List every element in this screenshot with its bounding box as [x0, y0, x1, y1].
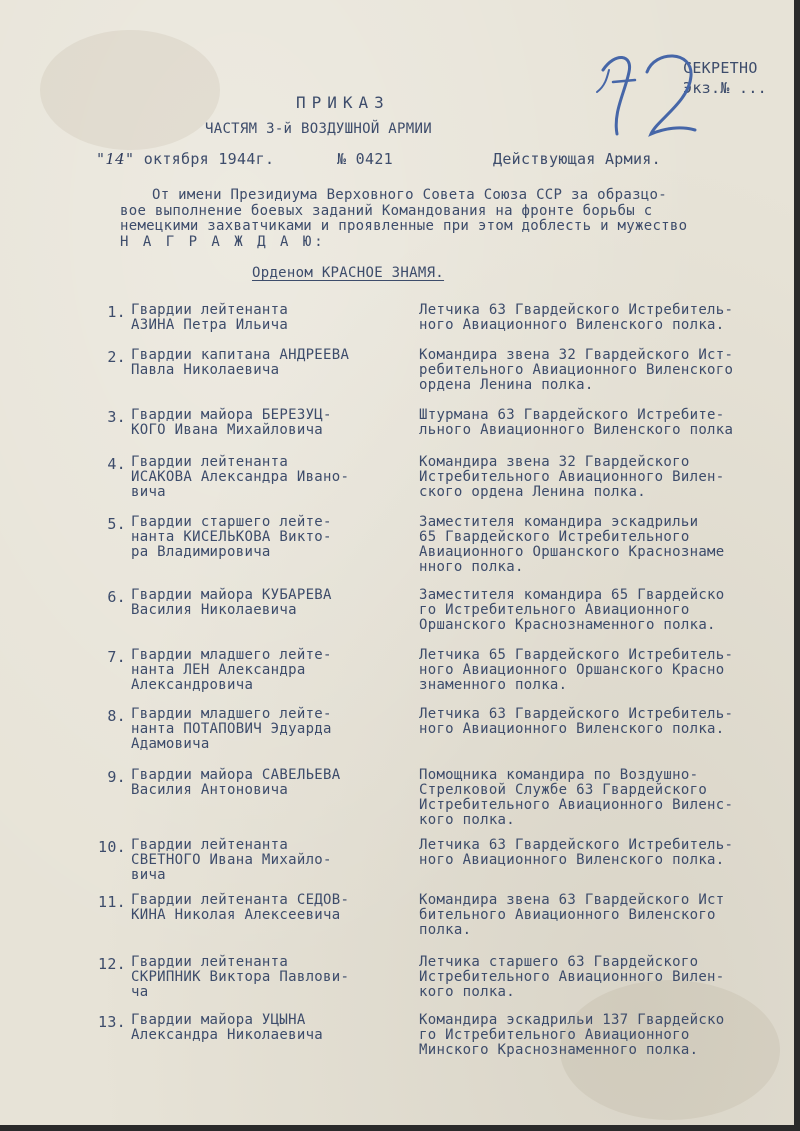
recipient-name-line: Александра Николаевича: [131, 1027, 324, 1043]
recipient-position: [419, 515, 725, 575]
order-number: № 0421: [337, 150, 394, 168]
recipient-name-line: Гвардии лейтенанта: [131, 302, 289, 318]
recipient-position-line: кого полка.: [419, 812, 516, 828]
recipient-position-line: ного Авиационного Виленского полка.: [419, 317, 725, 333]
recipient-name-line: вича: [131, 484, 166, 500]
recipient-name: [131, 348, 349, 378]
order-date: " октября 1944г.: [125, 150, 275, 168]
recipient-name: [131, 955, 349, 1000]
recipient-position-line: Оршанского Краснознаменного полка.: [419, 617, 716, 633]
recipient-position-line: Летчика 63 Гвардейского Истребитель-: [419, 302, 734, 318]
recipient-position: [419, 838, 733, 868]
recipient-position-line: Помощника командира по Воздушно-: [419, 767, 699, 783]
recipient-name: [131, 455, 349, 500]
recipient-name-line: ча: [131, 984, 149, 1000]
recipient-position-line: го Истребительного Авиационного: [419, 1027, 690, 1043]
recipient-name: [131, 303, 288, 333]
recipient-position-line: Командира звена 32 Гвардейского Ист-: [419, 347, 734, 363]
secrecy-label: СЕКРЕТНО: [683, 59, 758, 77]
copy-number: Экз.№ ...: [683, 79, 767, 97]
entry-number: 13.: [98, 1013, 126, 1031]
recipient-name-line: Василия Николаевича: [131, 602, 297, 618]
recipient-name: [131, 515, 332, 560]
entry-number: 10.: [98, 838, 126, 856]
recipient-position: [419, 303, 733, 333]
recipient-position: [419, 348, 733, 393]
recipient-name-line: Гвардии младшего лейте-: [131, 647, 332, 663]
order-date-line: "14" октября 1944г. № 0421: [96, 150, 394, 168]
recipient-name: [131, 588, 332, 618]
recipient-name: [131, 707, 332, 752]
recipient-name-line: КИНА Николая Алексеевича: [131, 907, 341, 923]
recipient-position-line: Истребительного Авиационного Вилен-: [419, 469, 725, 485]
entry-number: 9.: [107, 768, 126, 786]
entry-number: 6.: [107, 588, 126, 606]
recipient-name-line: ра Владимировича: [131, 544, 271, 560]
location-label: Действующая Армия.: [493, 150, 661, 168]
recipient-name-line: Александровича: [131, 677, 254, 693]
entry-number: 4.: [107, 455, 126, 473]
preamble-line: вое выполнение боевых заданий Командования на фронте борьбы с: [120, 202, 653, 219]
recipient-position-line: Летчика 63 Гвардейского Истребитель-: [419, 706, 734, 722]
recipient-name: [131, 1013, 323, 1043]
recipient-name-line: вича: [131, 867, 166, 883]
recipient-name-line: Гвардии капитана АНДРЕЕВА: [131, 347, 350, 363]
recipient-position: [419, 893, 725, 938]
recipient-position-line: льного Авиационного Виленского полка: [419, 422, 734, 438]
recipient-name-line: нанта КИСЕЛЬКОВА Викто-: [131, 529, 332, 545]
recipient-position-line: кого полка.: [419, 984, 516, 1000]
recipient-position: [419, 707, 733, 737]
recipient-name: [131, 648, 332, 693]
recipient-position-line: Истребительного Авиационного Вилен-: [419, 969, 725, 985]
entry-number: 2.: [107, 348, 126, 366]
recipient-position-line: Минского Краснознаменного полка.: [419, 1042, 699, 1058]
preamble-line: От имени Президиума Верховного Совета Союза ССР за образцо-: [152, 187, 667, 203]
recipient-position-line: 65 Гвардейского Истребительного: [419, 529, 690, 545]
recipient-position-line: Стрелковой Службе 63 Гвардейского: [419, 782, 708, 798]
recipient-name-line: ИСАКОВА Александра Ивано-: [131, 469, 350, 485]
recipient-name-line: КОГО Ивана Михайловича: [131, 422, 324, 438]
document-title: ПРИКАЗ: [296, 93, 390, 112]
recipient-name-line: нанта ПОТАПОВИЧ Эдуарда: [131, 721, 332, 737]
recipient-name-line: Гвардии майора БЕРЕЗУЦ-: [131, 407, 332, 423]
recipient-position-line: знаменного полка.: [419, 677, 568, 693]
recipient-position-line: нного полка.: [419, 559, 524, 575]
recipient-position-line: ребительного Авиационного Виленского: [419, 362, 734, 378]
recipient-name-line: Гвардии лейтенанта: [131, 954, 289, 970]
document-subtitle: ЧАСТЯМ 3-й ВОЗДУШНОЙ АРМИИ: [205, 121, 432, 137]
handwritten-number: [595, 42, 705, 142]
recipient-name: [131, 408, 332, 438]
recipient-position: [419, 588, 725, 633]
recipient-name-line: Павла Николаевича: [131, 362, 280, 378]
recipient-position-line: Истребительного Авиационного Виленс-: [419, 797, 734, 813]
preamble-line: немецкими захватчиками и проявленные при этом доблесть и мужество: [120, 218, 688, 234]
recipient-name-line: Гвардии младшего лейте-: [131, 706, 332, 722]
recipient-position-line: бительного Авиационного Виленского: [419, 907, 716, 923]
page-edge: [794, 0, 800, 1131]
recipient-position-line: ного Авиационного Виленского полка.: [419, 852, 725, 868]
paper-stain: [40, 30, 220, 150]
recipient-position-line: Летчика 65 Гвардейского Истребитель-: [419, 647, 734, 663]
recipient-position-line: Летчика 63 Гвардейского Истребитель-: [419, 837, 734, 853]
recipient-name: [131, 838, 332, 883]
entry-number: 12.: [98, 955, 126, 973]
recipient-position-line: Командира эскадрильи 137 Гвардейско: [419, 1012, 725, 1028]
recipient-name-line: нанта ЛЕН Александра: [131, 662, 306, 678]
recipient-name-line: Адамовича: [131, 736, 210, 752]
recipient-name-line: Гвардии майора УЦЫНА: [131, 1012, 306, 1028]
recipient-position-line: ного Авиационного Оршанского Красно: [419, 662, 725, 678]
recipient-name-line: Гвардии лейтенанта: [131, 837, 289, 853]
awards-declaration: Н А Г Р А Ж Д А Ю:: [120, 233, 326, 250]
entry-number: 11.: [98, 893, 126, 911]
recipient-name-line: Гвардии старшего лейте-: [131, 514, 332, 530]
recipient-position-line: ного Авиационного Виленского полка.: [419, 721, 725, 737]
recipient-position: [419, 768, 733, 828]
recipient-position-line: Заместителя командира эскадрильи: [419, 514, 699, 530]
recipient-position: [419, 648, 733, 693]
recipient-position: [419, 955, 725, 1000]
entry-number: 1.: [107, 303, 126, 321]
award-name: Орденом КРАСНОЕ ЗНАМЯ.: [252, 265, 445, 281]
entry-number: 8.: [107, 707, 126, 725]
entry-number: 5.: [107, 515, 126, 533]
recipient-position-line: Командира звена 63 Гвардейского Ист: [419, 892, 725, 908]
recipient-name: [131, 768, 341, 798]
recipient-position-line: ского ордена Ленина полка.: [419, 484, 646, 500]
recipient-position-line: полка.: [419, 922, 472, 938]
recipient-position: [419, 455, 725, 500]
recipient-position: [419, 408, 733, 438]
recipient-name-line: СВЕТНОГО Ивана Михайло-: [131, 852, 332, 868]
recipient-name-line: АЗИНА Петра Ильича: [131, 317, 289, 333]
recipient-name-line: Гвардии лейтенанта: [131, 454, 289, 470]
recipient-position: [419, 1013, 725, 1058]
recipient-name-line: Гвардии майора КУБАРЕВА: [131, 587, 332, 603]
recipient-position-line: Летчика старшего 63 Гвардейского: [419, 954, 699, 970]
entry-number: 7.: [107, 648, 126, 666]
recipient-name-line: Гвардии лейтенанта СЕДОВ-: [131, 892, 350, 908]
entry-number: 3.: [107, 408, 126, 426]
recipient-position-line: Штурмана 63 Гвардейского Истребите-: [419, 407, 725, 423]
recipient-position-line: го Истребительного Авиационного: [419, 602, 690, 618]
recipient-name-line: Гвардии майора САВЕЛЬЕВА: [131, 767, 341, 783]
recipient-name-line: Василия Антоновича: [131, 782, 289, 798]
handwritten-day: 14: [105, 150, 126, 168]
preamble: [120, 188, 687, 250]
recipient-position-line: ордена Ленина полка.: [419, 377, 594, 393]
recipient-position-line: Заместителя командира 65 Гвардейско: [419, 587, 725, 603]
recipient-name-line: СКРИПНИК Виктора Павлови-: [131, 969, 350, 985]
recipient-position-line: Командира звена 32 Гвардейского: [419, 454, 690, 470]
recipient-position-line: Авиационного Оршанского Краснознаме: [419, 544, 725, 560]
recipient-name: [131, 893, 349, 923]
